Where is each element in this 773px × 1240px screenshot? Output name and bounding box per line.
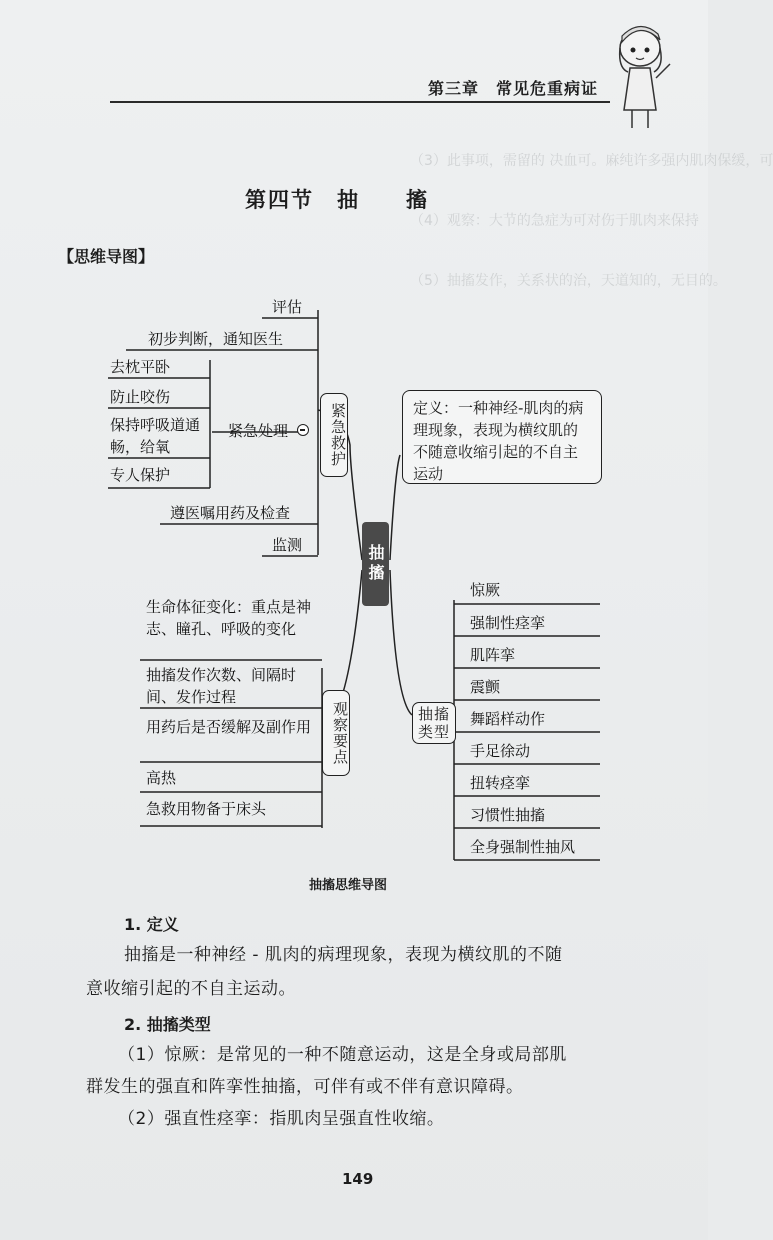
section-1-line-2: 意收缩引起的不自主运动。 bbox=[86, 979, 296, 999]
sub-item-guard: 专人保护 bbox=[110, 466, 171, 484]
bleed-through-text: （5）抽搐发作，关系状的治，天道知的，无目的。 bbox=[410, 273, 727, 289]
emergency-item-monitor: 监测 bbox=[272, 536, 303, 554]
section-2-line-2: 群发生的强直和阵挛性抽搐，可伴有或不伴有意识障碍。 bbox=[86, 1077, 524, 1097]
type-item-convulsion: 惊厥 bbox=[470, 581, 501, 599]
observation-item-supplies: 急救用物备于床头 bbox=[146, 800, 267, 818]
definition-box: 定义：一种神经-肌肉的病理现象，表现为横纹肌的不随意收缩引起的不自主运动 bbox=[402, 390, 602, 484]
observation-item-medication-effect: 用药后是否缓解及副作用 bbox=[146, 718, 312, 736]
sub-item-lie-flat: 去枕平卧 bbox=[110, 358, 171, 376]
sub-item-airway-oxygen: 保持呼吸道通畅，给氧 bbox=[110, 416, 201, 456]
observation-item-vitals: 生命体征变化：重点是神志、瞳孔、呼吸的变化 bbox=[146, 598, 312, 638]
observation-item-fever: 高热 bbox=[146, 769, 177, 787]
observation-item-frequency: 抽搐发作次数、间隔时间、发作过程 bbox=[146, 666, 297, 706]
branch-emergency-rescue: 紧急救护 bbox=[320, 393, 348, 477]
chapter-header: 第三章 常见危重病证 bbox=[428, 79, 599, 98]
sub-item-prevent-bite: 防止咬伤 bbox=[110, 388, 171, 406]
type-item-athetosis: 手足徐动 bbox=[470, 742, 531, 760]
section-1-heading: 1. 定义 bbox=[124, 915, 179, 934]
mindmap-caption: 抽搐思维导图 bbox=[309, 878, 388, 893]
bleed-through-text: （3）此事项，需留的 决血可。麻纯许多强内肌肉保缓，可 bbox=[410, 153, 773, 169]
page-number: 149 bbox=[342, 1170, 374, 1188]
mindmap-label: 【思维导图】 bbox=[58, 247, 155, 266]
type-item-chorea: 舞蹈样动作 bbox=[470, 710, 546, 728]
bleed-through-text: （4）观察：大节的急症为可对伤于肌肉来保持 bbox=[410, 213, 699, 229]
section-title: 第四节 抽 搐 bbox=[245, 187, 429, 212]
section-2-line-3: （2）强直性痉挛：指肌肉呈强直性收缩。 bbox=[118, 1109, 445, 1129]
type-item-torsion-spasm: 扭转痉挛 bbox=[470, 774, 531, 792]
collapse-icon bbox=[297, 424, 309, 436]
mindmap-center-node: 抽搐 bbox=[362, 522, 389, 606]
type-item-tonic-spasm: 强制性痉挛 bbox=[470, 614, 546, 632]
type-item-tremor: 震颤 bbox=[470, 678, 501, 696]
emergency-item-assess: 评估 bbox=[272, 298, 303, 316]
type-item-myoclonus: 肌阵挛 bbox=[470, 646, 516, 664]
section-2-line-1: （1）惊厥：是常见的一种不随意运动，这是全身或局部肌 bbox=[118, 1045, 567, 1065]
section-2-heading: 2. 抽搐类型 bbox=[124, 1015, 211, 1034]
type-item-habitual-tic: 习惯性抽搐 bbox=[470, 806, 546, 824]
type-item-generalized-seizure: 全身强制性抽风 bbox=[470, 838, 576, 856]
emergency-sub-label: 紧急处理 bbox=[228, 422, 289, 440]
section-1-line-1: 抽搐是一种神经 - 肌肉的病理现象，表现为横纹肌的不随 bbox=[124, 945, 563, 965]
emergency-item-initial-judgment: 初步判断，通知医生 bbox=[148, 330, 284, 348]
branch-observation: 观察要点 bbox=[322, 690, 350, 776]
branch-types: 抽搐类型 bbox=[412, 702, 456, 744]
emergency-item-medication: 遵医嘱用药及检查 bbox=[170, 504, 291, 522]
